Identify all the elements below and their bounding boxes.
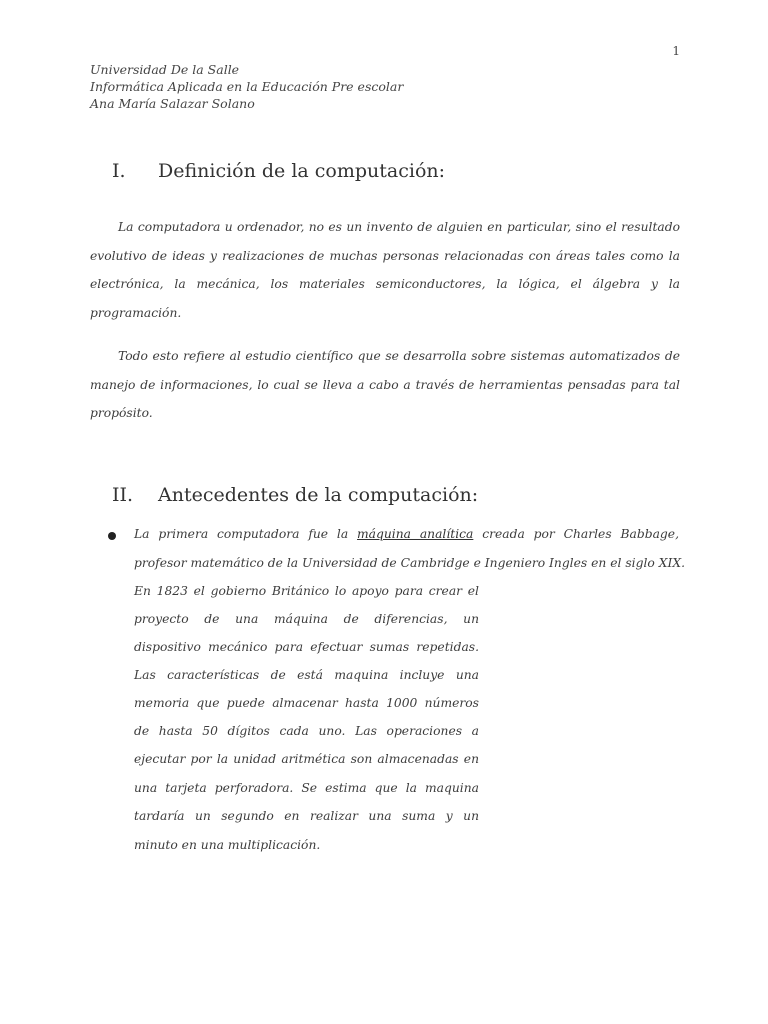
bullet-line-9: ejecutar por la unidad aritmética son almacenadas en — [134, 752, 479, 766]
section-2-heading — [112, 484, 478, 506]
document-header — [90, 61, 403, 112]
bullet-line-10: una tarjeta perforadora. Se estima que la maquina — [134, 781, 479, 795]
section-1-title: Definición de la computación: — [158, 160, 446, 182]
bullet-line-1-start: La primera computadora fue la — [134, 527, 358, 541]
maquina-analitica-link[interactable]: máquina analítica — [357, 527, 474, 541]
bullet-line-11: tardaría un segundo en realizar una suma y un — [134, 809, 479, 823]
bullet-line-1-end: creada por Charles Babbage, — [473, 527, 679, 541]
bullet-line-1 — [134, 527, 679, 541]
section-2-number: II. — [112, 484, 134, 506]
header-university: Universidad De la Salle — [90, 62, 240, 77]
section-1-heading — [112, 160, 445, 182]
bullet-line-2: profesor matemático de la Universidad de Cambridge e Ingeniero Ingles en el siglo XIX. — [134, 556, 685, 570]
section-2-title: Antecedentes de la computación: — [158, 484, 479, 506]
bullet-line-8: de hasta 50 dígitos cada uno. Las operaciones a — [134, 724, 479, 738]
section-1-paragraph-2: Todo esto refiere al estudio científico que se desarrolla sobre sistemas automatizados de manejo de informaciones, lo cual se lleva a cabo a través de herramientas pensadas para tal propósito. — [90, 349, 680, 420]
bullet-line-4: proyecto de una máquina de diferencias, un — [134, 612, 479, 626]
section-1-paragraph-1: La computadora u ordenador, no es un invento de alguien en particular, sino el resultado evolutivo de ideas y realizaciones de muchas personas relacionadas con áreas tales como la electrónica, la mecánica, los materiales semiconductores, la lógica, el álgebra y la programación. — [90, 220, 680, 320]
header-author: Ana María Salazar Solano — [90, 96, 255, 111]
bullet-line-7: memoria que puede almacenar hasta 1000 números — [134, 696, 479, 710]
section-1-number: I. — [112, 160, 126, 182]
bullet-dot-icon — [108, 532, 116, 540]
bullet-line-3: En 1823 el gobierno Británico lo apoyo para crear el — [134, 584, 479, 598]
page-number: 1 — [672, 44, 680, 58]
bullet-line-6: Las características de está maquina incluye una — [134, 668, 479, 682]
bullet-line-12: minuto en una multiplicación. — [134, 838, 321, 852]
header-course: Informática Aplicada en la Educación Pre escolar — [90, 79, 404, 94]
bullet-line-5: dispositivo mecánico para efectuar sumas repetidas. — [134, 640, 479, 654]
